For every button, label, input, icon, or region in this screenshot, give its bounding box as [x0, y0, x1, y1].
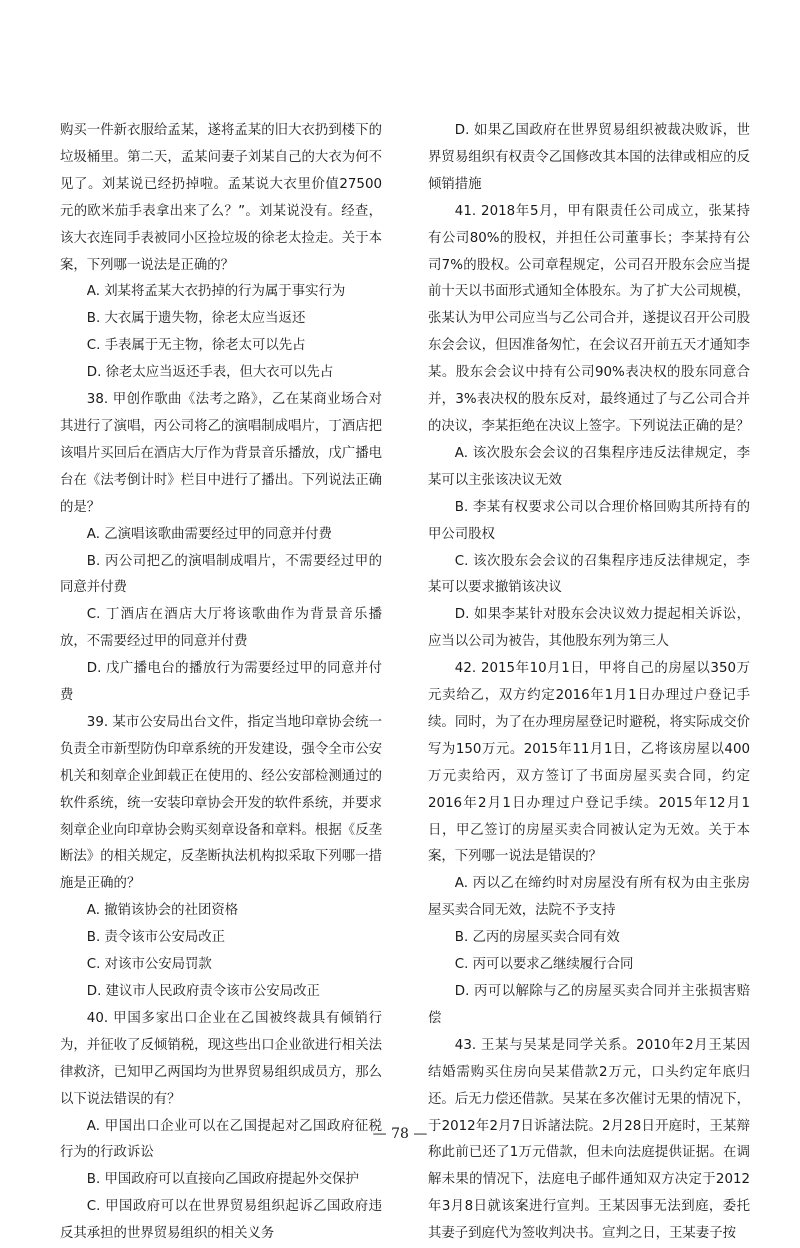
paragraph: B. 丙公司把乙的演唱制成唱片，不需要经过甲的同意并付费	[60, 553, 382, 596]
paragraph: B. 乙丙的房屋买卖合同有效	[454, 930, 620, 946]
paragraph: 购买一件新衣服给孟某，遂将孟某的旧大衣扔到楼下的垃圾桶里。第二天，孟某问妻子刘某自己的大衣为何不见了。刘某说已经扔掉啦。孟某说大衣里价值27500元的欧米茄手表拿出来了么？”。刘某说没有。经查，该大衣连同手表被同小区捡垃圾的徐老太捡走。关于本案，下列哪一说法是正确的？	[60, 123, 382, 273]
paragraph: B. 甲国政府可以直接向乙国政府提起外交保护	[86, 1172, 359, 1188]
left-column	[60, 118, 382, 1248]
paragraph: 39. 某市公安局出台文件，指定当地印章协会统一负责全市新型防伪印章系统的开发建设，强令全市公安机关和刻章企业卸载正在使用的、经公安部检测通过的软件系统，统一安装印章协会开发的软件系统，并要求刻章企业向印章协会购买刻章设备和章料。根据《反垄断法》的相关规定，反垄断执法机构拟采取下列哪一措施是正确的？	[60, 714, 382, 892]
paragraph: A. 刘某将孟某大衣扔掉的行为属于事实行为	[86, 284, 346, 300]
right-column	[428, 118, 750, 1248]
paragraph: A. 撤销该协会的社团资格	[86, 903, 239, 919]
paragraph: 41. 2018年5月，甲有限责任公司成立，张某持有公司80%的股权，并担任公司董事长；李某持有公司7%的股权。公司章程规定，公司召开股东会应当提前十天以书面形式通知全体股东。为了扩大公司规模，张某认为甲公司应当与乙公司合并，遂提议召开公司股东会会议，但因准备匆忙，在会议召开前五天才通知李某。股东会会议中持有公司90%表决权的股东同意合并，3%表决权的股东反对，最终通过了与乙公司合并的决议，李某拒绝在决议上签字。下列说法正确的是？	[428, 203, 750, 434]
paragraph: A. 该次股东会会议的召集程序违反法律规定，李某可以主张该决议无效	[428, 445, 750, 488]
paragraph: D. 如果李某针对股东会决议效力提起相关诉讼，应当以公司为被告，其他股东列为第三人	[428, 607, 750, 650]
page-number: — 78 —	[372, 1126, 428, 1142]
paragraph: A. 乙演唱该歌曲需要经过甲的同意并付费	[86, 526, 332, 542]
paragraph: D. 丙可以解除与乙的房屋买卖合同并主张损害赔偿	[428, 984, 750, 1026]
paragraph: 38. 甲创作歌曲《法考之路》，乙在某商业场合对其进行了演唱，丙公司将乙的演唱制成唱片，丁酒店把该唱片买回后在酒店大厅作为背景音乐播放，戊广播电台在《法考倒计时》栏目中进行了播出。下列说法正确的是？	[60, 392, 382, 515]
paragraph: D. 如果乙国政府在世界贸易组织被裁决败诉，世界贸易组织有权责令乙国修改其本国的法律或相应的反倾销措施	[428, 123, 750, 192]
paragraph: 42. 2015年10月1日，甲将自己的房屋以350万元卖给乙，双方约定2016年1月1日办理过户登记手续。同时，为了在办理房屋登记时避税，将实际成交价写为150万元。2015年11月1日，乙将该房屋以400万元卖给丙，双方签订了书面房屋买卖合同，约定2016年2月1日办理过户登记手续。2015年12月1日，甲乙签订的房屋买卖合同被认定为无效。关于本案，下列哪一说法是错误的？	[428, 661, 750, 865]
paragraph: A. 丙以乙在缔约时对房屋没有所有权为由主张房屋买卖合同无效，法院不予支持	[428, 876, 750, 919]
paragraph: C. 甲国政府可以在世界贸易组织起诉乙国政府违反其承担的世界贸易组织的相关义务	[60, 1199, 382, 1242]
paragraph: D. 戊广播电台的播放行为需要经过甲的同意并付费	[60, 661, 382, 704]
paragraph: C. 丙可以要求乙继续履行合同	[454, 957, 634, 973]
paragraph: A. 甲国出口企业可以在乙国提起对乙国政府征税行为的行政诉讼	[60, 1118, 382, 1161]
paragraph: B. 大衣属于遗失物，徐老太应当返还	[86, 311, 306, 327]
paragraph: B. 责令该市公安局改正	[86, 930, 226, 946]
paragraph: C. 手表属于无主物，徐老太可以先占	[86, 338, 306, 354]
paragraph: B. 李某有权要求公司以合理价格回购其所持有的甲公司股权	[428, 499, 750, 542]
paragraph: 40. 甲国多家出口企业在乙国被终裁具有倾销行为，并征收了反倾销税，现这些出口企业欲进行相关法律救济，已知甲乙两国均为世界贸易组织成员方，那么以下说法错误的有？	[60, 1010, 382, 1107]
paragraph: C. 丁酒店在酒店大厅将该歌曲作为背景音乐播放，不需要经过甲的同意并付费	[60, 607, 382, 650]
paragraph: 43. 王某与吴某是同学关系。2010年2月王某因结婚需购买住房向吴某借款2万元，口头约定年底归还。后无力偿还借款。吴某在多次催讨无果的情况下，于2012年2月7日诉諸法院。2月28日开庭时，王某辩称此前已还了1万元借款，但未向法庭提供证据。在调解未果的情况下，法庭电子邮件通知双方决定于2012年3月8日就该案进行宣判。王某因事无法到庭，委托其妻子到庭代为签收判决书。宣判之日，王某妻子按	[428, 1037, 750, 1242]
paragraph: D. 徐老太应当返还手表，但大衣可以先占	[86, 365, 334, 381]
paragraph: C. 该次股东会会议的召集程序违反法律规定，李某可以要求撤销该决议	[428, 553, 750, 596]
paragraph: C. 对该市公安局罚款	[86, 957, 212, 973]
paragraph: D. 建议市人民政府责令该市公安局改正	[86, 984, 320, 999]
